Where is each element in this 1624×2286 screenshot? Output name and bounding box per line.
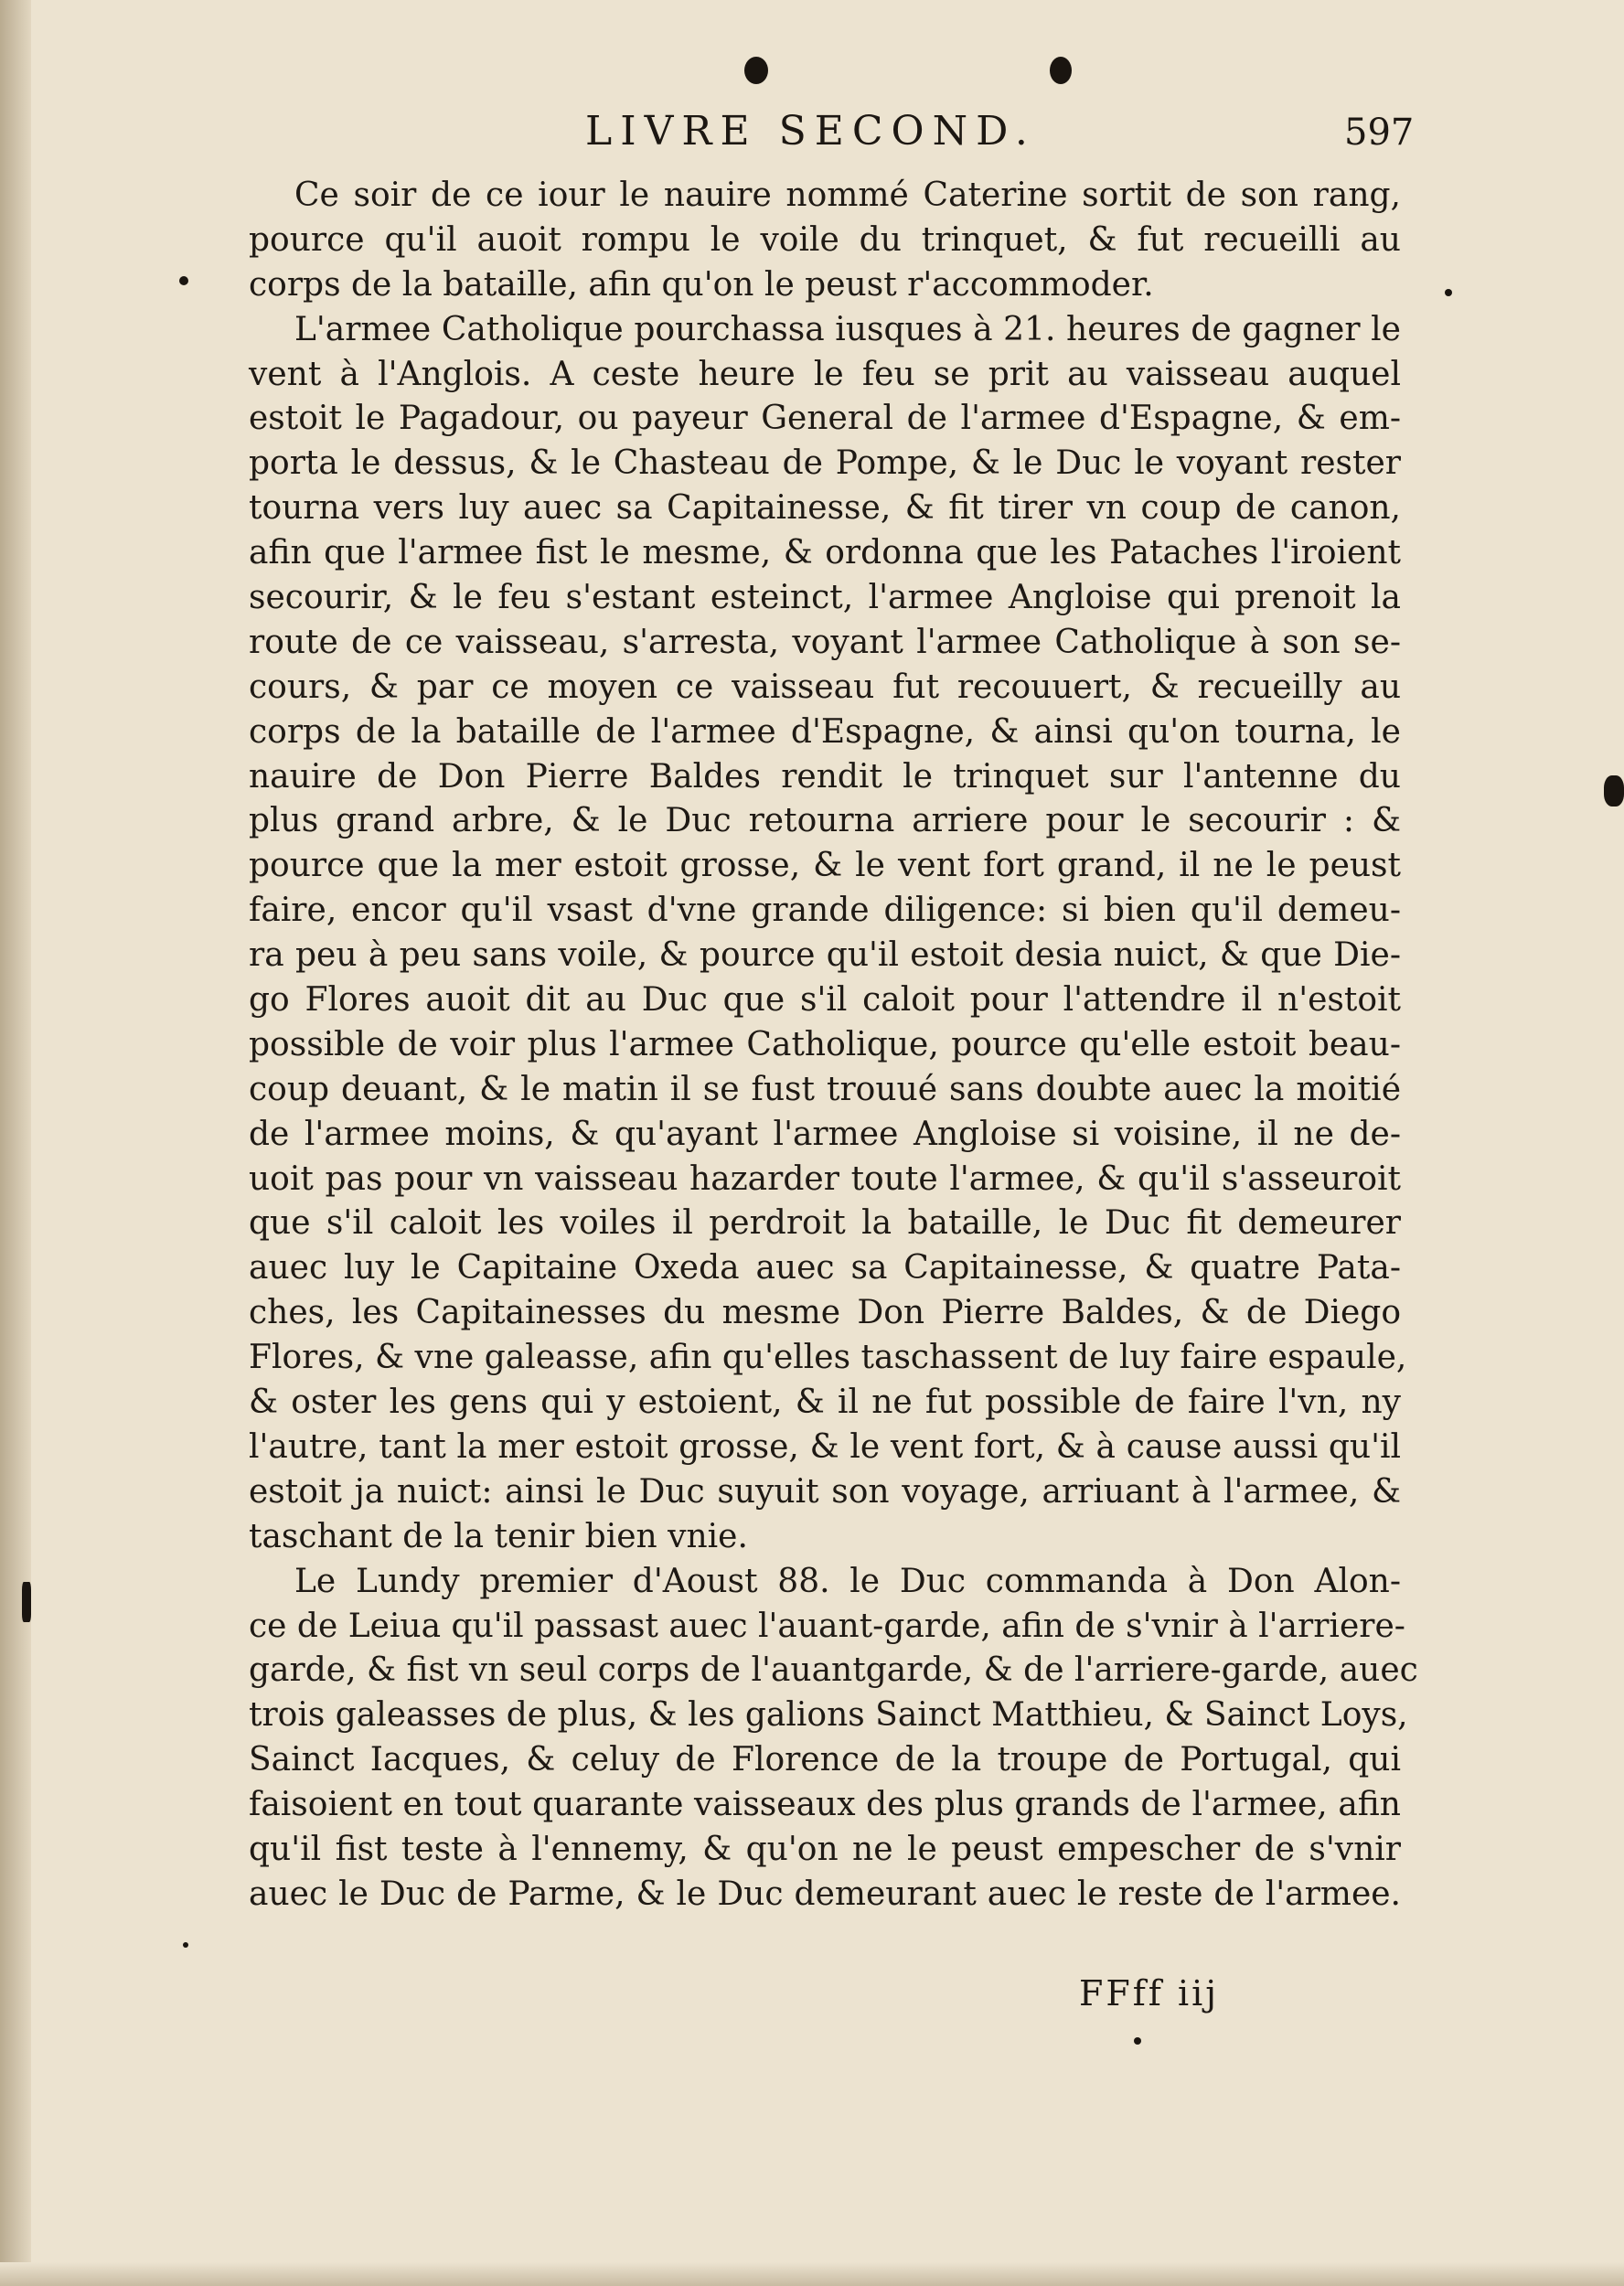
ink-blot <box>744 57 768 84</box>
text-line: taschant de la tenir bien vnie. <box>249 1517 748 1555</box>
text-line: tourna vers luy auec sa Capitainesse, & fit tirer vn coup de canon, <box>249 489 1401 528</box>
text-line: Ce soir de ce iour le nauire nommé Caterine sortit de son rang, <box>294 176 1401 214</box>
text-line: corps de la bataille de l'armee d'Espagne, & ainsi qu'on tourna, le <box>249 712 1401 751</box>
text-line: ce de Leiua qu'il passast auec l'auant-garde, afin de s'vnir à l'arriere- <box>249 1607 1405 1645</box>
page-number: 597 <box>1344 112 1415 154</box>
text-line: auec le Duc de Parme, & le Duc demeurant auec le reste de l'armee. <box>249 1875 1401 1913</box>
text-line: afin que l'armee fist le mesme, & ordonna que les Pataches l'iroient <box>249 534 1401 572</box>
text-line: trois galeasses de plus, & les galions Sainct Matthieu, & Sainct Loys, <box>249 1696 1408 1735</box>
text-line: ches, les Capitainesses du mesme Don Pierre Baldes, & de Diego <box>249 1294 1401 1332</box>
text-line: go Flores auoit dit au Duc que s'il caloit pour l'attendre il n'estoit <box>249 981 1401 1020</box>
text-line: nauire de Don Pierre Baldes rendit le trinquet sur l'antenne du <box>249 757 1401 796</box>
text-line: qu'il fist teste à l'ennemy, & qu'on ne le peust empescher de s'vnir <box>249 1830 1401 1868</box>
text-line: garde, & fist vn seul corps de l'auantgarde, & de l'arriere-garde, auec <box>249 1651 1418 1690</box>
ink-blot <box>1050 57 1072 84</box>
text-line: secourir, & le feu s'estant esteinct, l'armee Angloise qui prenoit la <box>249 579 1401 617</box>
ink-speck <box>183 1942 188 1948</box>
text-line: faire, encor qu'il vsast d'vne grande diligence: si bien qu'il demeu- <box>249 892 1401 930</box>
text-line: corps de la bataille, afin qu'on le peust r'accommoder. <box>249 265 1154 304</box>
running-title: LIVRE SECOND. <box>585 108 1036 155</box>
text-line: & oster les gens qui y estoient, & il ne fut possible de faire l'vn, ny <box>249 1383 1401 1422</box>
body-text <box>249 174 1418 1917</box>
ink-blot <box>22 1582 31 1622</box>
text-line: possible de voir plus l'armee Catholique, pource qu'elle estoit beau- <box>249 1025 1401 1063</box>
text-line: que s'il caloit les voiles il perdroit la bataille, le Duc fit demeurer <box>249 1204 1401 1243</box>
text-line: Le Lundy premier d'Aoust 88. le Duc commanda à Don Alon- <box>294 1562 1401 1600</box>
text-line: auec luy le Capitaine Oxeda auec sa Capitainesse, & quatre Pata- <box>249 1249 1401 1287</box>
page-binding-edge <box>0 0 31 2286</box>
text-line: uoit pas pour vn vaisseau hazarder toute l'armee, & qu'il s'asseuroit <box>249 1159 1401 1198</box>
text-line: Flores, & vne galeasse, afin qu'elles taschassent de luy faire espaule, <box>249 1339 1407 1377</box>
ink-speck <box>1445 289 1452 296</box>
text-line: Sainct Iacques, & celuy de Florence de la troupe de Portugal, qui <box>249 1741 1401 1779</box>
signature-mark: FFff iij <box>1079 1973 1220 2014</box>
text-line: plus grand arbre, & le Duc retourna arriere pour le secourir : & <box>249 802 1401 840</box>
text-line: de l'armee moins, & qu'ayant l'armee Angloise si voisine, il ne de- <box>249 1115 1401 1153</box>
ink-speck <box>1134 2037 1141 2045</box>
text-line: faisoient en tout quarante vaisseaux des plus grands de l'armee, afin <box>249 1786 1401 1824</box>
text-line: pource que la mer estoit grosse, & le vent fort grand, il ne le peust <box>249 847 1401 885</box>
text-line: estoit le Pagadour, ou payeur General de l'armee d'Espagne, & em- <box>249 400 1401 438</box>
text-line: coup deuant, & le matin il se fust trouué sans doubte auec la moitié <box>249 1070 1401 1108</box>
text-line: cours, & par ce moyen ce vaisseau fut recouuert, & recueilly au <box>249 668 1401 706</box>
text-line: L'armee Catholique pourchassa iusques à 21. heures de gagner le <box>294 310 1401 348</box>
text-line: ra peu à peu sans voile, & pource qu'il estoit desia nuict, & que Die- <box>249 936 1401 975</box>
ink-blot <box>1604 775 1624 807</box>
text-line: porta le dessus, & le Chasteau de Pompe, & le Duc le voyant rester <box>249 444 1401 483</box>
text-line: vent à l'Anglois. A ceste heure le feu se prit au vaisseau auquel <box>249 355 1401 393</box>
text-line: l'autre, tant la mer estoit grosse, & le vent fort, & à cause aussi qu'il <box>249 1427 1401 1466</box>
ink-speck <box>179 276 188 285</box>
page-bottom-edge <box>0 2262 1624 2286</box>
text-line: route de ce vaisseau, s'arresta, voyant l'armee Catholique à son se- <box>249 623 1401 661</box>
text-line: pource qu'il auoit rompu le voile du trinquet, & fut recueilli au <box>249 220 1401 259</box>
text-line: estoit ja nuict: ainsi le Duc suyuit son voyage, arriuant à l'armee, & <box>249 1472 1401 1511</box>
